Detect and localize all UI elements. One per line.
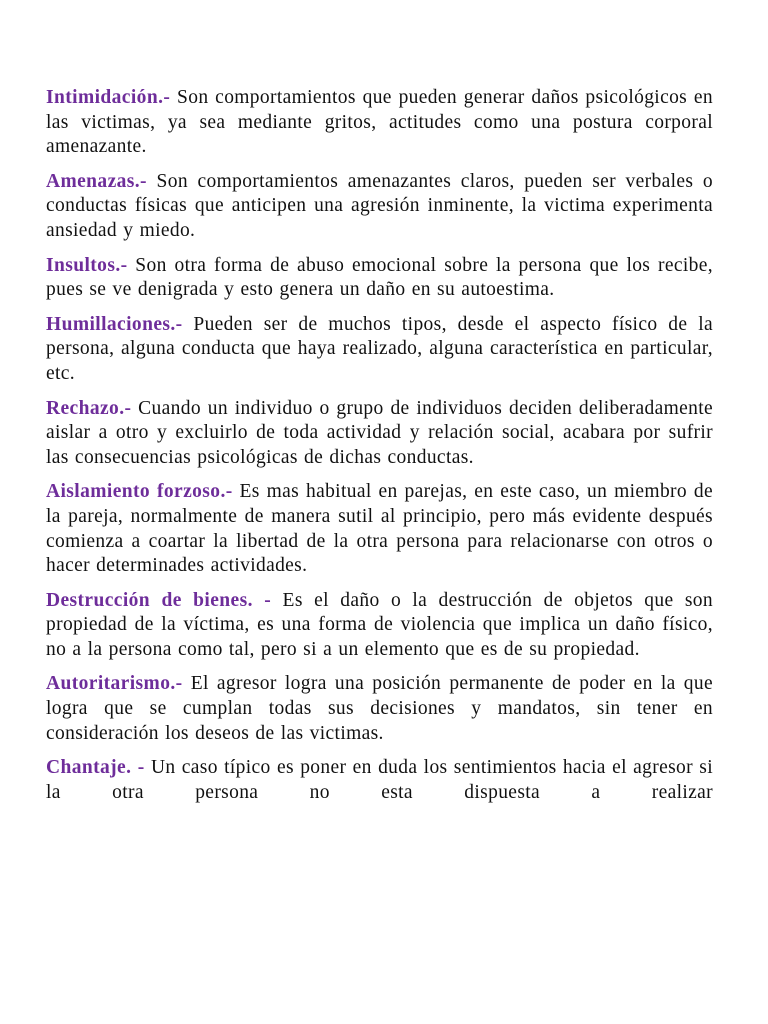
entry-destruccion-de-bienes xyxy=(46,589,713,663)
entry-humillaciones xyxy=(46,313,713,387)
term-aislamiento-forzoso: Aislamiento forzoso.- xyxy=(46,481,233,503)
term-insultos: Insultos.- xyxy=(46,254,128,276)
term-chantaje: Chantaje. - xyxy=(46,757,145,779)
entry-aislamiento-forzoso xyxy=(46,480,713,578)
term-humillaciones: Humillaciones.- xyxy=(46,313,183,335)
term-intimidacion: Intimidación.- xyxy=(46,87,171,108)
term-amenazas: Amenazas.- xyxy=(46,170,147,192)
entry-amenazas xyxy=(46,170,713,244)
entry-rechazo xyxy=(46,397,713,471)
term-destruccion-de-bienes: Destrucción de bienes. - xyxy=(46,589,272,611)
term-autoritarismo: Autoritarismo.- xyxy=(46,673,183,695)
definition-autoritarismo: El agresor logra una posición permanente de poder en la que logra que se cumplan todas sus decisiones y mandatos, sin tener en consideración los deseos de las victimas. xyxy=(46,673,713,744)
entry-intimidacion xyxy=(46,86,713,160)
definition-insultos: Son otra forma de abuso emocional sobre la persona que los recibe, pues se ve denigrada y esto genera un daño en su autoestima. xyxy=(46,254,713,301)
definition-aislamiento-forzoso: Es mas habitual en parejas, en este caso, un miembro de la pareja, normalmente de manera sutil al principio, pero más evidente después comienza a coartar la libertad de la otra persona para relacionarse con otros o hacer determinades actividades. xyxy=(46,481,713,577)
definition-intimidacion: Son comportamientos que pueden generar daños psicológicos en las victimas, ya sea mediante gritos, actitudes como una postura corporal amenazante. xyxy=(46,87,713,158)
definition-humillaciones: Pueden ser de muchos tipos, desde el aspecto físico de la persona, alguna conducta que haya realizado, alguna característica en particular, etc. xyxy=(46,313,713,384)
definition-rechazo: Cuando un individuo o grupo de individuos deciden deliberadamente aislar a otro y excluirlo de toda actividad y relación social, acabara por sufrir las consecuencias psicológicas de dichas conductas. xyxy=(46,397,713,468)
document-page xyxy=(46,86,713,815)
definition-destruccion-de-bienes: Es el daño o la destrucción de objetos que son propiedad de la víctima, es una forma de violencia que implica un daño físico, no a la persona como tal, pero si a un elemento que es de su propiedad. xyxy=(46,589,713,660)
entry-chantaje xyxy=(46,756,713,805)
definition-amenazas: Son comportamientos amenazantes claros, pueden ser verbales o conductas físicas que anticipen una agresión inminente, la victima experimenta ansiedad y miedo. xyxy=(46,170,713,241)
entry-autoritarismo xyxy=(46,672,713,746)
term-rechazo: Rechazo.- xyxy=(46,397,132,419)
entry-insultos xyxy=(46,254,713,303)
definition-chantaje: Un caso típico es poner en duda los sentimientos hacia el agresor si la otra persona no esta dispuesta a realizar xyxy=(46,757,713,803)
